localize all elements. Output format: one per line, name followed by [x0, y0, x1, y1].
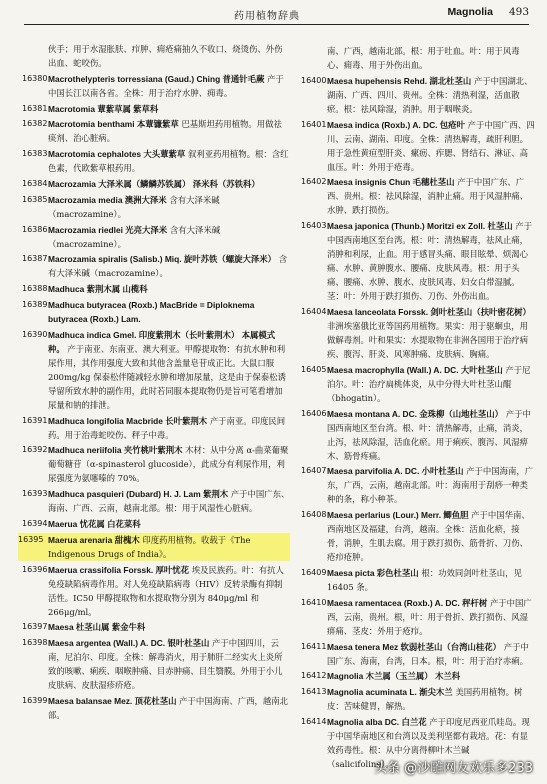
dictionary-entry: [301, 596, 535, 638]
entry-number: 16398: [22, 638, 48, 648]
entry-number: 16388: [22, 284, 48, 294]
dictionary-entry: [22, 694, 290, 722]
entry-name: Madhuca butyracea (Roxb.) MacBride = Diploknema butyracea (Roxb.) Lam.: [48, 299, 255, 324]
entry-body: [327, 685, 535, 713]
entry-name: Maerua 忧花属 白花菜科: [48, 518, 141, 529]
entry-body: [48, 533, 290, 561]
entry-description: 产于中国广西、四川、云南、湖南、印度。全株：清热解毒，疏肝利胆。用于急性黄疸型肝炎、瘰疬、痄腮、肾结石、淋证、高血压。叶：外用于疮毒。: [327, 119, 535, 172]
entry-name: Maerua crassifolia Forssk. 厚叶忧花: [48, 564, 190, 575]
entry-body: [327, 74, 535, 116]
dictionary-entry: [22, 487, 290, 515]
entry-name: Madhuca indica Gmel. 印度紫荆木（长叶紫荆木） 本属模式种。: [48, 329, 276, 354]
entry-name: Maesa perlarius (Lour.) Merr. 鲫鱼胆: [327, 510, 469, 521]
dictionary-entry: [301, 464, 535, 506]
entry-description: 产于中国广东、海南、广西、云南，越南北部。根：用于风湿性心脏病。: [48, 489, 290, 514]
entry-body: [327, 363, 535, 405]
entry-description: 产于中国广东、海南，台湾，日本。根，叶：用于治疗赤痢。: [327, 641, 529, 666]
entry-body: [48, 252, 290, 280]
entry-description: 含有大泽米碱（macrozamine）。: [48, 254, 288, 279]
entry-description: 伙手；用于水湿胀肤、疖肿、痈疮痛抽久不收口、烧烫伤、外伤出血、蛇咬伤。: [48, 44, 283, 68]
left-column: [18, 42, 290, 724]
entry-number: 16380: [22, 73, 48, 83]
entry-name: Macrotomia cephalotes 大头蕈紫草: [48, 149, 186, 160]
entry-body: [48, 414, 290, 442]
entry-name: Maesa 杜茎山属 紫金牛科: [48, 622, 146, 633]
dictionary-entry: [18, 533, 290, 561]
entry-name: Maesa balansae Mez. 顶花杜茎山: [48, 695, 177, 706]
entry-name: Maesa indica (Roxb.) A. DC. 包疮叶: [327, 119, 465, 130]
entry-number: 16406: [301, 408, 327, 418]
entry-name: Macrotomia 蕈紫草属 紫草科: [48, 103, 159, 114]
entry-number: 16411: [301, 641, 327, 651]
entry-body: [48, 517, 290, 531]
dictionary-entry: [301, 669, 535, 683]
dictionary-entry: [22, 117, 290, 145]
entry-description: 产于中国海南，广东，广西，云南，越南北部。叶：海南用于刮痧一种类种的条，称小种茶。: [327, 466, 534, 505]
entry-description: 产于中国广东、广西、贵州。根：祛风除湿，消肿止痛。用于风湿肿痛、水肿、跌打损伤。: [327, 177, 528, 216]
dictionary-entry: [22, 72, 290, 100]
entry-description: 含有大泽米碱（macrozamine）。: [48, 224, 221, 249]
entry-number: 16402: [301, 177, 327, 187]
dictionary-entry: [301, 118, 535, 174]
entry-name: Maesa tenera Mez 软弱杜茎山（台湾山桂花）: [327, 641, 502, 652]
entry-number: 16413: [301, 687, 327, 697]
entry-description: 产于南亚、东南亚、澳大利亚。甲醇提取物：有抗水肿和利尿作用，其作用强度大致和其他含盖量皂苷成正比。大鼠口服 200mg/kg 保泰松伴随减轻水肿和增加尿量，这是由于保泰松诱导留所致水肿的副作用，此时若同服本提取物仍是旨可笔看增加尿量和钠的排泄。: [48, 343, 286, 410]
entry-number: 16400: [301, 75, 327, 85]
dictionary-entry: [22, 517, 290, 531]
entry-name: Maerua arenaria 甜槐木: [48, 534, 140, 545]
dictionary-entry: [301, 685, 535, 713]
entry-description: 埃及民族药。叶：有抗人免疫缺陷病毒作用。对人免疫缺陷病毒（HIV）反转录酶有抑制活性。IC50 甲醇提取物和水提取物分别为 840μg/ml 和 266μg/ml。: [48, 564, 284, 617]
entry-name: Madhuca longifolia Macbride 长叶紫荆木: [48, 415, 208, 426]
entry-body: [327, 219, 535, 303]
entry-name: Magnolia alba DC. 白兰花: [327, 716, 427, 727]
book-title: 药用植物辞典: [234, 11, 300, 22]
entry-number: 16410: [301, 597, 327, 607]
entry-description: 产于南亚。印度民间药。用于治毒蛇咬伤、秤子中毒。: [48, 415, 286, 440]
entry-name: Madhuca neriifolia 夹竹桃叶紫荆木: [48, 445, 183, 456]
entry-description: 产于中国四川，云南，尼泊尔、印度。全株：解毒消火，用于肺肝二经实火上炎所致的咳嗽、痢疾、咽喉肿痛、目赤肿痛、目生翳膜。外用于小儿皮肤病、皮肤湿疹疥疮。: [48, 638, 283, 691]
entry-name: Magnolia 木兰属（玉兰属） 木兰科: [327, 671, 461, 682]
entry-description: 印度药用植物。收载于《The Indigenous Drugs of India》。: [48, 534, 251, 559]
entry-body: [48, 328, 290, 412]
dictionary-entry: [22, 298, 290, 326]
entry-body: [48, 102, 290, 116]
entry-body: [48, 487, 290, 515]
entry-body: [327, 640, 535, 668]
entry-number: 16409: [301, 567, 327, 577]
dictionary-entry: [22, 328, 290, 412]
entry-body: [48, 636, 290, 692]
entry-number: 16384: [22, 178, 48, 188]
dictionary-entry: [301, 363, 535, 405]
entry-description: 巴基斯坦药用植物。用做祛痰剂、治心脏病。: [48, 119, 282, 144]
entry-number: 16386: [22, 224, 48, 234]
entry-name: Maesa lanceolata Forssk. 剑叶杜茎山（扶叶密花树）: [327, 306, 531, 317]
entry-name: Maesa picta 彩色杜茎山: [327, 567, 419, 578]
dictionary-entry: [301, 566, 535, 594]
entry-description: 产于中国西南地区至台湾。根、叶：清热解毒，止痛，消炎，止泻，祛风除湿，活血化瘀。用于痢疾、腹泻、风湿痹木、筋骨疼痛。: [327, 408, 531, 461]
entry-description: 产于中国湖北、湖南、广西、四川、贵州。全株：清热利湿，活血散瘀。根：祛风除湿，消肿。用于咽喉炎。: [327, 75, 533, 114]
entry-body: [327, 566, 535, 594]
entry-number: 16382: [22, 119, 48, 129]
entry-name: Maesa montana A. DC. 金珠柳（山地杜茎山）: [327, 408, 504, 419]
continued-entry: [22, 42, 290, 70]
entry-body: [48, 72, 290, 100]
entry-name: Madhuca 紫荆木属 山榄科: [48, 284, 148, 295]
entry-number: 16408: [301, 510, 327, 520]
dictionary-entry: [22, 563, 290, 619]
entry-number: 16394: [22, 518, 48, 528]
dictionary-entry: [22, 443, 290, 485]
entry-body: [48, 694, 290, 722]
entry-number: 16381: [22, 103, 48, 113]
entry-description: 产于中国西南地区至台湾。根：叶：清热解毒，祛风止痛，消肿和利尿，止血。用于感冒头痛、眼目眩晕、烦渴心痛、水肿、黄肿腹水、腰痛、皮肤风毒。根：用于头痛、腰痛、水肿、腹水、皮肤风毒、妇女白带湿腻。茎：叶：外用于跌打损伤、刀伤、外伤出血。: [327, 221, 533, 302]
entry-body: [327, 407, 535, 463]
entry-number: 16404: [301, 306, 327, 316]
entry-name: Maesa argentea (Wall.) A. DC. 银叶杜茎山: [48, 638, 210, 649]
entry-description: 产于中国长江以南各省。全株：用于治疗水肿、痈毒。: [48, 73, 284, 98]
entry-number: 16399: [22, 695, 48, 705]
entry-description: 非洲埃塞俄比亚等国药用植物。果实：用于驱蛔虫，用做解毒剂。叶和果实：水提取物在非洲各国用于治疗病疾、腹泻、肝炎、风寒肿痛、皮肤病、胸痛。: [327, 320, 528, 359]
entry-body: [48, 193, 290, 221]
entry-name: Macrozamia riedlei 光亮大泽米: [48, 224, 168, 235]
continued-entry: [301, 44, 535, 72]
entry-name: Macrozamia 大泽米属（鳞鳞苏铁属） 泽米科（苏铁科）: [48, 178, 260, 189]
entry-name: Magnolia acuminata L. 渐尖木兰: [327, 687, 453, 698]
entry-name: Macrozamia spiralis (Salisb.) Miq. 旋叶苏铁（螺旋大泽米）: [48, 254, 277, 265]
dictionary-entry: [22, 620, 290, 634]
running-head: [447, 6, 529, 18]
entry-name: Maesa parvifolia A. DC. 小叶杜茎山: [327, 466, 464, 477]
entry-number: 16403: [301, 221, 327, 231]
entry-number: 16412: [301, 671, 327, 681]
dictionary-entry: [22, 193, 290, 221]
entry-body: [327, 596, 535, 638]
entry-description: 产于中国广西，云南，贵州。根，叶：用于骨折、跌打损伤、风湿痹痛、茎皮：外用于疮疖。: [327, 597, 532, 636]
entry-number: 16397: [22, 622, 48, 632]
entry-description: 产于中国华南、西南地区及福建，台湾，越南。全株：活血化瘀，接骨，消肿，生肌去腐。用于跌打损伤、筋骨折、刀伤、疮疖疮肿。: [327, 510, 530, 563]
entry-body: [327, 669, 535, 683]
dictionary-entry: [301, 219, 535, 303]
dictionary-entry: [22, 414, 290, 442]
entry-body: [48, 223, 290, 251]
entry-description: 叙利亚药用植物。根：含红色素，代欧紫草根药用。: [48, 149, 289, 174]
running-head-genus: Magnolia: [447, 6, 493, 18]
entry-number: 16401: [301, 119, 327, 129]
entry-name: Maesa hupehensis Rehd. 湖北杜茎山: [327, 75, 472, 86]
entry-name: Macrozamia media 澳洲大泽米: [48, 194, 167, 205]
entry-description: 产于尼泊尔。叶：治疗扁桃体炎，从中分得大叶杜茎山醌（bhogatin）。: [327, 364, 531, 403]
dictionary-entry: [301, 508, 535, 564]
dictionary-entry: [301, 175, 535, 217]
entry-number: 16414: [301, 716, 327, 726]
entry-name: Macrotomia benthami 本蕈镰紫草: [48, 119, 179, 130]
entry-body: [327, 305, 535, 361]
entry-name: Madhuca pasquieri (Dubard) H. J. Lam 紫荆木: [48, 489, 229, 500]
entry-number: 16383: [22, 149, 48, 159]
entry-body: [48, 620, 290, 634]
entry-description: 产于中国海南、广西，越南北部。: [48, 695, 289, 720]
entry-description: 产于印度尼西亚爪哇岛。现于中国华南地区和台湾以及美利坚都有栽培。花：有显效药毒性。根：从中分离得柳叶木兰碱（salicifoline）。: [327, 716, 530, 769]
entry-number: 16393: [22, 489, 48, 499]
dictionary-entry: [301, 640, 535, 668]
entry-body: [327, 508, 535, 564]
page-header: [24, 6, 529, 25]
entry-name: Maesa ramentacea (Roxb.) A. DC. 秤杆树: [327, 597, 488, 608]
entry-number: 16391: [22, 415, 48, 425]
dictionary-entry: [22, 102, 290, 116]
entry-number: 16387: [22, 254, 48, 264]
entry-body: [48, 177, 290, 191]
entry-body: [48, 443, 290, 485]
dictionary-entry: [22, 636, 290, 692]
right-column: [301, 44, 535, 773]
page-number: 493: [508, 6, 529, 18]
entry-body: [48, 298, 290, 326]
entry-number: 16385: [22, 194, 48, 204]
entry-description: 美国药用植物。树皮：苦味健胃，解热。: [327, 687, 523, 712]
entry-description: 木材：从中分离 α-曲菜葡聚葡萄糖苷（α-spinasterol glucoside），此成分有利尿作用，利尿强度为氨噻嗪的 70%。: [48, 445, 289, 484]
entry-name: Maesa macrophylla (Wall.) A. DC. 大叶杜茎山: [327, 364, 503, 375]
entry-number: 16392: [22, 445, 48, 455]
entry-description: 根：功效同剑叶杜茎山，见 16405 条。: [327, 567, 522, 592]
entry-description: 南、广西，越南北部。根：用于吐血。叶：用于风毒心、痈毒、用于外伤出血。: [327, 46, 520, 70]
entry-body: [327, 44, 535, 72]
entry-number: 16395: [18, 534, 44, 544]
entry-number: 16389: [22, 299, 48, 309]
watermark: 头条 @沙雕网友欢乐多233: [374, 761, 533, 776]
dictionary-entry: [22, 282, 290, 296]
entry-name: Maesa insignis Chun 毛穗杜茎山: [327, 177, 455, 188]
dictionary-entry: [22, 147, 290, 175]
entry-number: 16390: [22, 329, 48, 339]
dictionary-entry: [22, 252, 290, 280]
dictionary-entry: [301, 74, 535, 116]
dictionary-entry: [301, 305, 535, 361]
entry-body: [48, 117, 290, 145]
entry-description: 含有大泽米碱（macrozamine）。: [48, 194, 220, 219]
entry-body: [327, 118, 535, 174]
entry-number: 16407: [301, 466, 327, 476]
entry-number: 16396: [22, 564, 48, 574]
entry-body: [48, 282, 290, 296]
entry-body: [48, 563, 290, 619]
dictionary-entry: [22, 223, 290, 251]
entry-name: Maesa japonica (Thunb.) Moritzi ex Zoll. 杜茎山: [327, 221, 513, 232]
dictionary-entry: [301, 407, 535, 463]
entry-body: [48, 147, 290, 175]
entry-body: [327, 175, 535, 217]
dictionary-entry: [22, 177, 290, 191]
entry-body: [327, 464, 535, 506]
entry-body: [48, 42, 290, 70]
entry-name: Macrothelypteris torressiana (Gaud.) Ching 普通针毛蕨: [48, 73, 265, 84]
entry-number: 16405: [301, 364, 327, 374]
